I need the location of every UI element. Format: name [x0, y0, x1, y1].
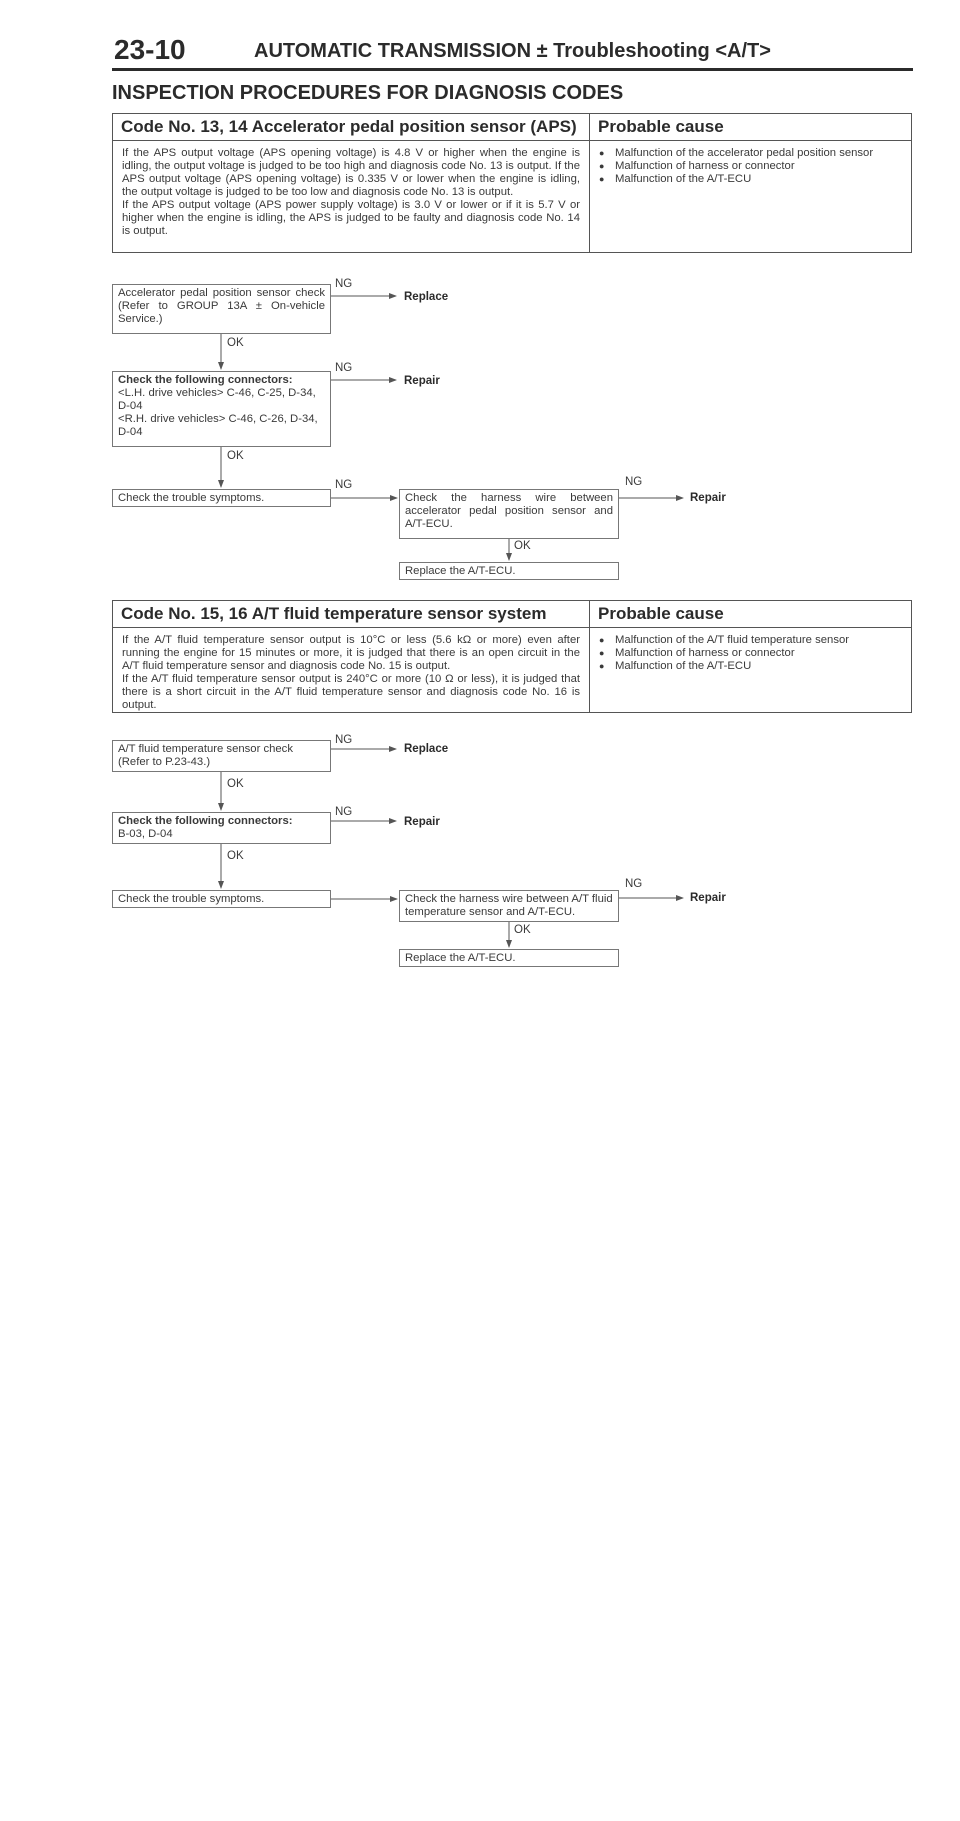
code-13-14-description: If the APS output voltage (APS opening voltage) is 4.8 V or higher when the engine is idling, the output voltage is judged to be too high and diagnosis code No. 13 is output. If the APS output voltage (APS opening voltage) is 0.335 V or lower when the engine is idling, the output voltage is judged to be too low and diagnosis code No. 13 is output. If the APS output voltage (APS power supply voltage) is 3.0 V or lower or if it is 5.7 V or higher when the engine is idling, the APS is judged to be faulty and diagnosis code No. 14 is output. — [113, 141, 590, 252]
connectors-heading: Check the following connectors: — [118, 374, 293, 386]
bullet-icon: ● — [599, 661, 605, 671]
flow2-step-replace-ecu: Replace the A/T-ECU. — [399, 949, 619, 967]
cause-item: ● Malfunction of the A/T-ECU — [599, 660, 752, 672]
bullet-icon: ● — [599, 161, 605, 171]
page-number: 23-10 — [114, 34, 186, 65]
ok-label: OK — [227, 337, 244, 349]
ok-label: OK — [227, 778, 244, 790]
ok-label: OK — [514, 540, 531, 552]
cause-item: ● Malfunction of the accelerator pedal position sensor — [599, 147, 874, 159]
result-repair: Repair — [404, 375, 440, 387]
cause-item: ● Malfunction of the A/T fluid temperature sensor — [599, 634, 850, 646]
bullet-icon: ● — [599, 174, 605, 184]
cause-item: ● Malfunction of harness or connector — [599, 647, 795, 659]
flow2-step-harness-check: Check the harness wire between A/T fluid temperature sensor and A/T-ECU. — [399, 890, 619, 922]
connectors-list: B-03, D-04 — [118, 828, 173, 840]
ng-label: NG — [335, 734, 353, 746]
flow1-step-harness-check: Check the harness wire between accelerator pedal position sensor and A/T-ECU. — [399, 489, 619, 539]
ng-label: NG — [625, 476, 643, 488]
result-replace: Replace — [404, 291, 449, 303]
flow2-step-trouble-symptoms: Check the trouble symptoms. — [112, 890, 331, 908]
connectors-heading: Check the following connectors: — [118, 815, 293, 827]
flow2-step-fluid-sensor-check: A/T fluid temperature sensor check (Refer to P.23-43.) — [112, 740, 331, 772]
flow1-step-aps-check: Accelerator pedal position sensor check (Refer to GROUP 13A ± On-vehicle Service.) — [112, 284, 331, 334]
result-repair: Repair — [690, 892, 726, 904]
bullet-icon: ● — [599, 648, 605, 658]
result-replace: Replace — [404, 743, 449, 755]
ng-label: NG — [335, 806, 353, 818]
ng-label: NG — [335, 278, 353, 290]
bullet-icon: ● — [599, 635, 605, 645]
code-15-16-description: If the A/T fluid temperature sensor output is 10°C or less (5.6 kΩ or more) even after running the engine for 15 minutes or more, it is judged that there is an open circuit in the A/T fluid temperature sensor and diagnosis code No. 15 is output. If the A/T fluid temperature sensor output is 240°C or more (10 Ω or less), it is judged that there is a short circuit in the A/T fluid temperature sensor and diagnosis code No. 16 is output. — [113, 628, 590, 712]
ng-label: NG — [335, 479, 353, 491]
probable-cause-heading: Probable cause — [598, 604, 724, 623]
ng-label: NG — [335, 362, 353, 374]
header-title: AUTOMATIC TRANSMISSION ± Troubleshooting <A/T> — [254, 40, 771, 62]
connectors-rh: <R.H. drive vehicles> C-46, C-26, D-34, D-04 — [118, 413, 318, 438]
cause-item: ● Malfunction of the A/T-ECU — [599, 173, 752, 185]
probable-cause-heading: Probable cause — [598, 117, 724, 136]
code-15-16-title: Code No. 15, 16 A/T fluid temperature sensor system — [113, 601, 590, 627]
result-repair: Repair — [690, 492, 726, 504]
code-13-14-title: Code No. 13, 14 Accelerator pedal position sensor (APS) — [113, 114, 590, 140]
bullet-icon: ● — [599, 148, 605, 158]
flow1-step-replace-ecu: Replace the A/T-ECU. — [399, 562, 619, 580]
result-repair: Repair — [404, 816, 440, 828]
flow1-step-trouble-symptoms: Check the trouble symptoms. — [112, 489, 331, 507]
ok-label: OK — [227, 850, 244, 862]
cause-item: ● Malfunction of harness or connector — [599, 160, 795, 172]
ok-label: OK — [514, 924, 531, 936]
connectors-lh: <L.H. drive vehicles> C-46, C-25, D-34, D-04 — [118, 387, 316, 412]
ng-label: NG — [625, 878, 643, 890]
section-title: INSPECTION PROCEDURES FOR DIAGNOSIS CODES — [112, 82, 624, 104]
ok-label: OK — [227, 450, 244, 462]
